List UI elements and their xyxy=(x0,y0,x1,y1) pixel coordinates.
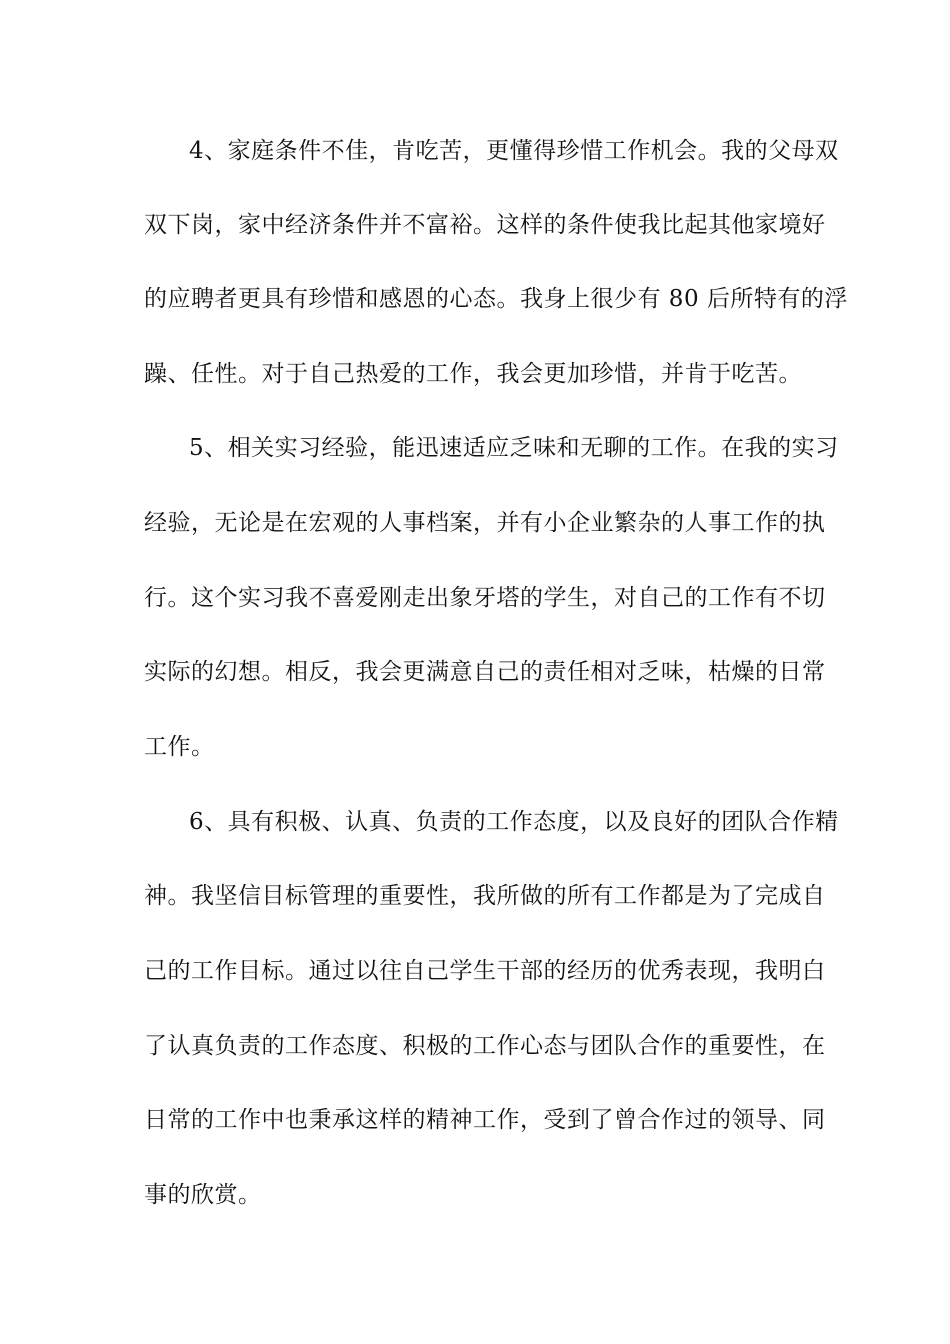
paragraph-6-line-6: 事的欣赏。 xyxy=(144,1182,262,1208)
paragraph-4-line-4: 躁、任性。对于自己热爱的工作，我会更加珍惜，并肯于吃苦。 xyxy=(144,361,802,387)
paragraph-6-line-2: 神。我坚信目标管理的重要性，我所做的所有工作都是为了完成自 xyxy=(144,883,826,909)
paragraph-6-line-1: 6、具有积极、认真、负责的工作态度，以及良好的团队合作精 xyxy=(189,809,839,835)
paragraph-4-line-1: 4、家庭条件不佳，肯吃苦，更懂得珍惜工作机会。我的父母双 xyxy=(189,138,839,164)
paragraph-5-line-2: 经验，无论是在宏观的人事档案，并有小企业繁杂的人事工作的执 xyxy=(144,510,826,536)
paragraph-4-line-2: 双下岗，家中经济条件并不富裕。这样的条件使我比起其他家境好 xyxy=(144,212,826,238)
paragraph-6-line-4: 了认真负责的工作态度、积极的工作心态与团队合作的重要性，在 xyxy=(144,1033,826,1059)
paragraph-5-line-1: 5、相关实习经验，能迅速适应乏味和无聊的工作。在我的实习 xyxy=(189,435,839,461)
paragraph-6-line-5: 日常的工作中也秉承这样的精神工作，受到了曾合作过的领导、同 xyxy=(144,1107,826,1133)
paragraph-4-line-3: 的应聘者更具有珍惜和感恩的心态。我身上很少有 80 后所特有的浮 xyxy=(144,286,848,312)
paragraph-5-line-3: 行。这个实习我不喜爱刚走出象牙塔的学生，对自己的工作有不切 xyxy=(144,585,826,611)
paragraph-5-line-5: 工作。 xyxy=(144,734,215,760)
paragraph-5-line-4: 实际的幻想。相反，我会更满意自己的责任相对乏味，枯燥的日常 xyxy=(144,659,826,685)
paragraph-6-line-3: 己的工作目标。通过以往自己学生干部的经历的优秀表现，我明白 xyxy=(144,958,826,984)
